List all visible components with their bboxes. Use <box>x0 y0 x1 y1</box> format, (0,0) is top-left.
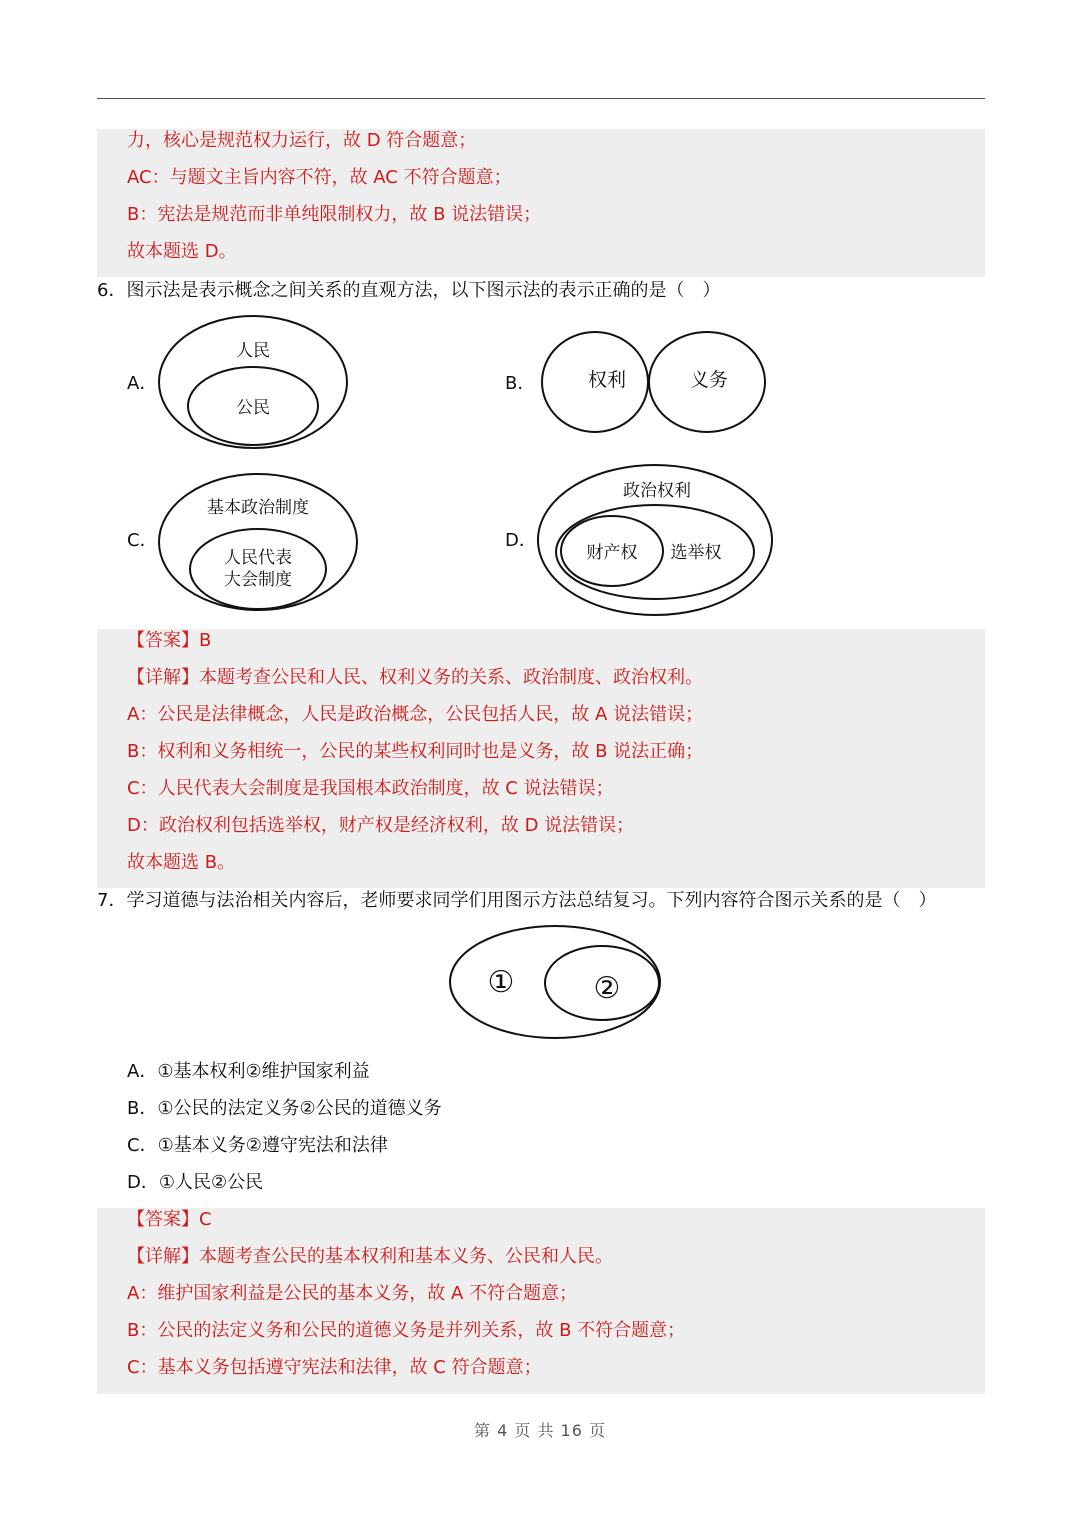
prev-analysis-line: B：宪法是规范而非单纯限制权力，故 B 说法错误； <box>127 204 542 225</box>
q6-answer: 【答案】B <box>127 630 212 651</box>
q6-explain-line: C：人民代表大会制度是我国根本政治制度，故 C 说法错误； <box>127 778 614 799</box>
q6-explain-title: 【详解】本题考查公民和人民、权利义务的关系、政治制度、政治权利。 <box>127 667 703 688</box>
q6-explain-line: A：公民是法律概念，人民是政治概念，公民包括人民，故 A 说法错误； <box>127 704 704 725</box>
diagram-b-right-label: 义务 <box>689 369 729 391</box>
diagram-c-inner-label-2: 大会制度 <box>224 570 292 590</box>
diagram-d-inner-left-label: 财产权 <box>586 543 638 563</box>
header-rule <box>97 98 985 99</box>
q6-option-b-label: B． <box>505 373 536 394</box>
prev-analysis-line: AC：与题文主旨内容不符，故 AC 不符合题意； <box>127 167 512 188</box>
diagram-c-inner-label-1: 人民代表 <box>224 548 292 568</box>
q6-stem: 6．图示法是表示概念之间关系的直观方法，以下图示法的表示正确的是（ ） <box>97 280 721 301</box>
diagram-a-outer-label: 人民 <box>236 341 270 361</box>
diagram-d-inner-right-label: 选举权 <box>670 543 722 563</box>
q6-explain-line: B：权利和义务相统一，公民的某些权利同时也是义务，故 B 说法正确； <box>127 741 704 762</box>
page-footer: 第 4 页 共 16 页 <box>474 1421 606 1440</box>
q6-diagram-d <box>532 460 777 620</box>
q7-stem: 7．学习道德与法治相关内容后，老师要求同学们用图示方法总结复习。下列内容符合图示关系的是（ ） <box>97 890 937 911</box>
diagram-b-left-label: 权利 <box>587 369 627 391</box>
q6-option-a-label: A． <box>127 373 158 394</box>
q7-option-d: D．①人民②公民 <box>127 1172 264 1193</box>
q7-explain-line: B：公民的法定义务和公民的道德义务是并列关系，故 B 不符合题意； <box>127 1320 686 1341</box>
q6-diagram-a <box>150 310 360 455</box>
q7-explain-title: 【详解】本题考查公民的基本权利和基本义务、公民和人民。 <box>127 1246 613 1267</box>
diagram-a-inner-label: 公民 <box>236 398 270 418</box>
diagram-d-outer-label: 政治权利 <box>623 481 691 501</box>
q6-option-c-label: C． <box>127 530 158 551</box>
diagram-c-inner-ellipse <box>190 529 326 609</box>
q7-option-a: A．①基本权利②维护国家利益 <box>127 1061 370 1082</box>
q7-outer-ellipse <box>450 926 660 1038</box>
q7-inner-label: ② <box>593 971 621 1006</box>
diagram-a-outer-ellipse <box>159 316 347 448</box>
q7-option-c: C．①基本义务②遵守宪法和法律 <box>127 1135 388 1156</box>
q6-diagram-b <box>535 325 775 440</box>
q7-answer: 【答案】C <box>127 1209 212 1230</box>
q6-option-d-label: D． <box>505 530 537 551</box>
q7-diagram <box>445 922 667 1044</box>
prev-analysis-line: 力，核心是规范权力运行，故 D 符合题意； <box>127 130 477 151</box>
q7-explain-line: C：基本义务包括遵守宪法和法律，故 C 符合题意； <box>127 1357 542 1378</box>
q6-explain-line: D：政治权利包括选举权，财产权是经济权利，故 D 说法错误； <box>127 815 635 836</box>
diagram-c-outer-label: 基本政治制度 <box>207 498 309 518</box>
q6-diagram-c <box>150 468 365 616</box>
q7-outer-label: ① <box>487 965 515 1000</box>
q6-explain-line: 故本题选 B。 <box>127 852 236 873</box>
prev-analysis-line: 故本题选 D。 <box>127 241 237 262</box>
q7-explain-line: A：维护国家利益是公民的基本义务，故 A 不符合题意； <box>127 1283 578 1304</box>
q7-option-b: B．①公民的法定义务②公民的道德义务 <box>127 1098 442 1119</box>
